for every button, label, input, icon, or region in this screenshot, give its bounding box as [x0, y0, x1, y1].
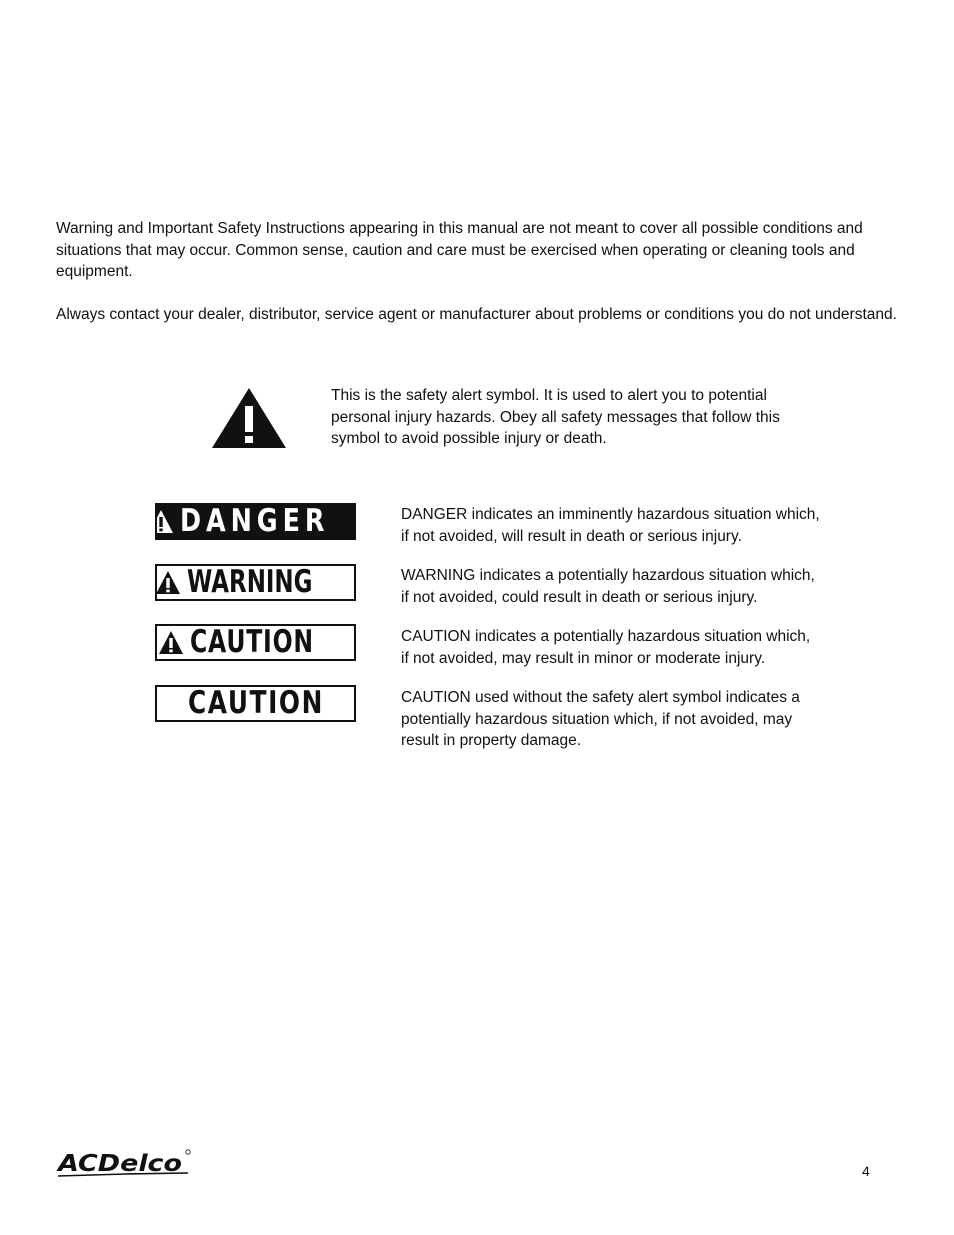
caution-label-text: CAUTION	[190, 624, 314, 660]
alert-symbol-description: This is the safety alert symbol. It is used to alert you to potential personal injury hazards. Obey all safety messages that follow this symbol to avoid possible injury or death.	[331, 387, 780, 447]
caution-no-symbol-signal-label	[155, 685, 356, 722]
intro-paragraph-2: Always contact your dealer, distributor, service agent or manufacturer about problems or conditions you do not understand.	[56, 306, 897, 323]
page-number: 4	[862, 1163, 870, 1179]
acdelco-logo	[56, 1147, 192, 1179]
acdelco-logo-text: ACDelco	[56, 1151, 182, 1177]
caution-signal-label	[155, 624, 356, 661]
warning-triangle-icon	[155, 509, 174, 534]
danger-signal-label	[155, 503, 356, 540]
caution-no-symbol-label-text: CAUTION	[187, 685, 324, 721]
caution-description: CAUTION indicates a potentially hazardous situation which, if not avoided, may result in minor or moderate injury.	[401, 628, 811, 667]
warning-triangle-icon	[210, 386, 288, 450]
danger-description: DANGER indicates an imminently hazardous situation which, if not avoided, will result in death or serious injury.	[401, 506, 820, 545]
warning-triangle-icon	[158, 630, 184, 655]
warning-label-text: WARNING	[186, 564, 313, 600]
caution-no-symbol-description: CAUTION used without the safety alert symbol indicates a potentially hazardous situation which, if not avoided, may result in property damage.	[401, 689, 800, 749]
danger-label-text: DANGER	[180, 503, 330, 539]
intro-paragraph-1: Warning and Important Safety Instructions appearing in this manual are not meant to cover all possible conditions and situations that may occur. Common sense, caution and care must be exercised when operating or cleaning tools and equipment.	[56, 220, 863, 280]
warning-triangle-icon	[155, 570, 181, 595]
warning-signal-label	[155, 564, 356, 601]
warning-description: WARNING indicates a potentially hazardous situation which, if not avoided, could result in death or serious injury.	[401, 567, 815, 606]
